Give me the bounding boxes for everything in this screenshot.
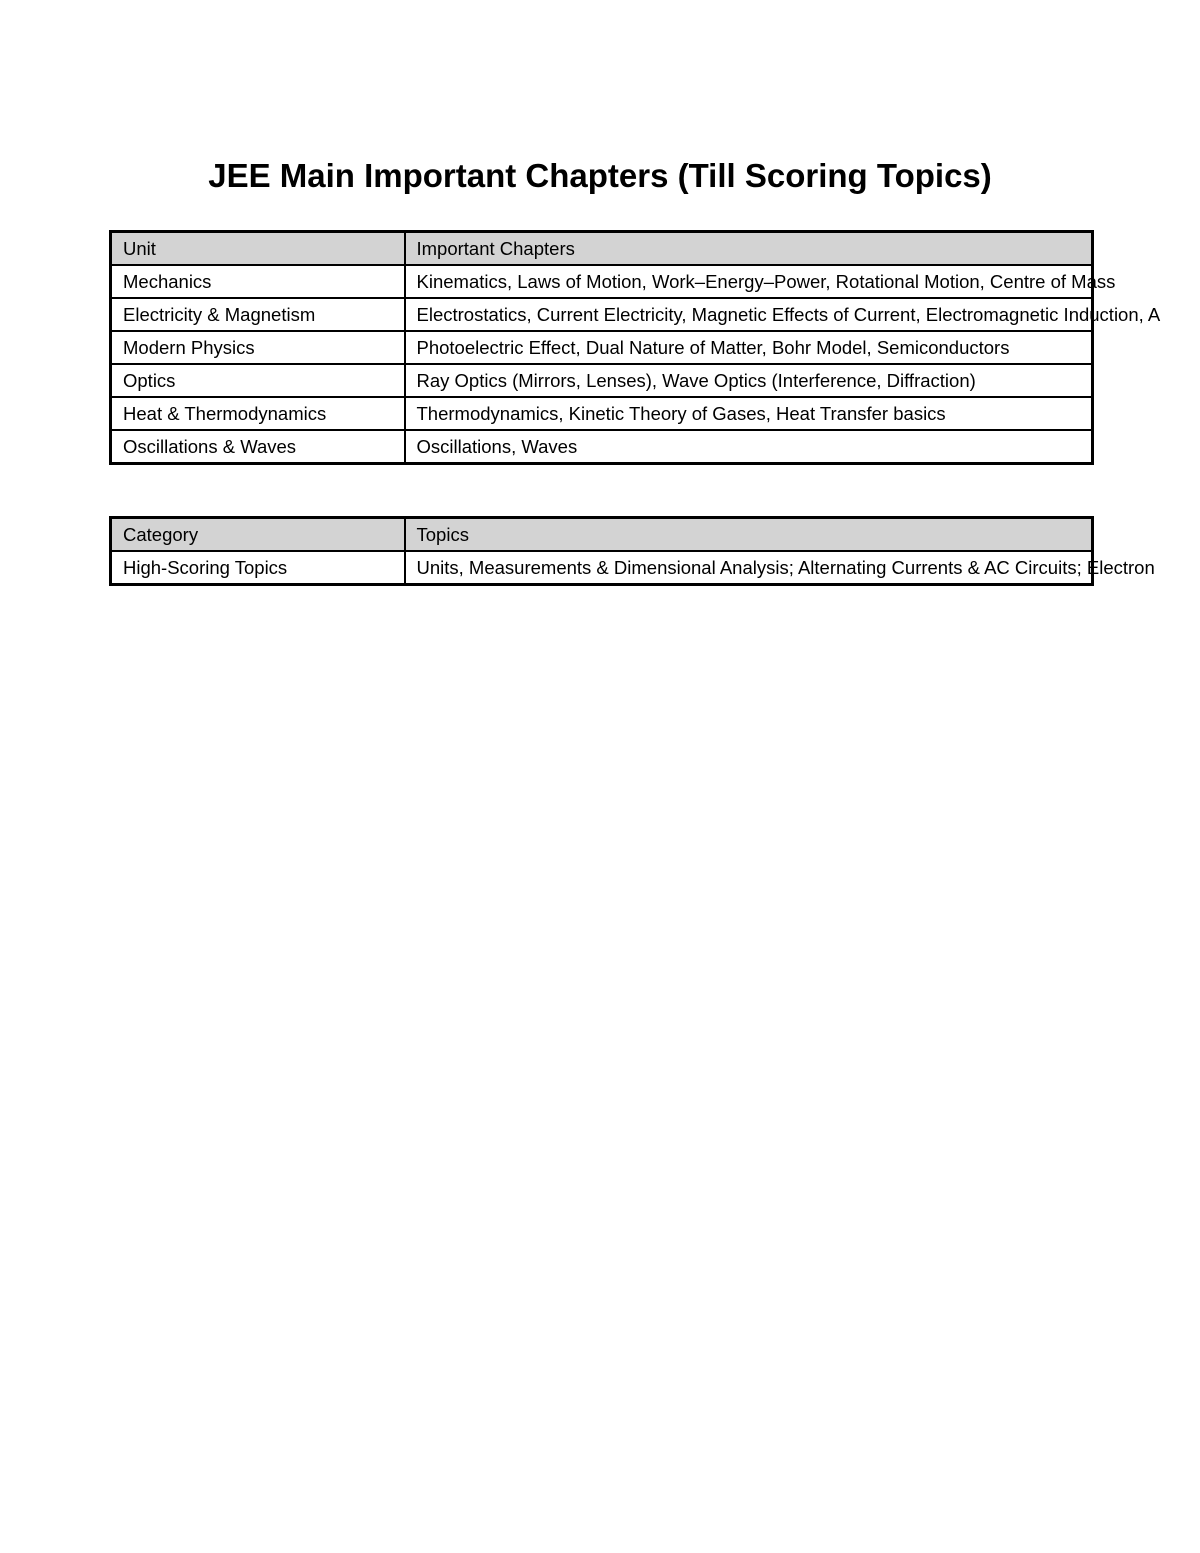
chapters-cell xyxy=(405,265,1116,298)
chapters-text: Oscillations, Waves xyxy=(416,435,578,457)
table-row xyxy=(111,551,1093,585)
topics-cell xyxy=(405,551,1155,585)
topics-text: Units, Measurements & Dimensional Analysis; Alternating Currents & AC Circuits; Electron xyxy=(416,556,1155,578)
unit-cell: Mechanics xyxy=(111,265,405,298)
header-unit: Unit xyxy=(111,232,405,266)
table-row xyxy=(111,430,1093,464)
table-row xyxy=(111,298,1093,331)
table-row xyxy=(111,364,1093,397)
table-row xyxy=(111,265,1093,298)
chapters-cell xyxy=(405,298,1161,331)
unit-cell: Modern Physics xyxy=(111,331,405,364)
chapters-text: Photoelectric Effect, Dual Nature of Matter, Bohr Model, Semiconductors xyxy=(416,336,1010,358)
unit-cell: Optics xyxy=(111,364,405,397)
header-important-chapters: Important Chapters xyxy=(405,232,1093,266)
chapters-text: Thermodynamics, Kinetic Theory of Gases, Heat Transfer basics xyxy=(416,402,946,424)
category-cell: High-Scoring Topics xyxy=(111,551,405,585)
chapters-text: Ray Optics (Mirrors, Lenses), Wave Optics (Interference, Diffraction) xyxy=(416,369,976,391)
page-title: JEE Main Important Chapters (Till Scoring Topics) xyxy=(208,157,992,194)
chapters-cell xyxy=(405,331,1093,364)
table-row xyxy=(111,397,1093,430)
unit-cell: Electricity & Magnetism xyxy=(111,298,405,331)
table-header-row xyxy=(111,518,1093,552)
chapters-text: Kinematics, Laws of Motion, Work–Energy–Power, Rotational Motion, Centre of Mass xyxy=(416,270,1116,292)
units-table xyxy=(109,230,1161,465)
unit-cell: Heat & Thermodynamics xyxy=(111,397,405,430)
chapters-text: Electrostatics, Current Electricity, Magnetic Effects of Current, Electromagnetic Induction, A xyxy=(416,303,1161,325)
topics-table xyxy=(109,516,1155,586)
table-row xyxy=(111,331,1093,364)
header-topics: Topics xyxy=(405,518,1093,552)
chapters-cell xyxy=(405,430,1093,464)
chapters-cell xyxy=(405,364,1093,397)
header-category: Category xyxy=(111,518,405,552)
unit-cell: Oscillations & Waves xyxy=(111,430,405,464)
chapters-cell xyxy=(405,397,1093,430)
table-header-row xyxy=(111,232,1093,266)
